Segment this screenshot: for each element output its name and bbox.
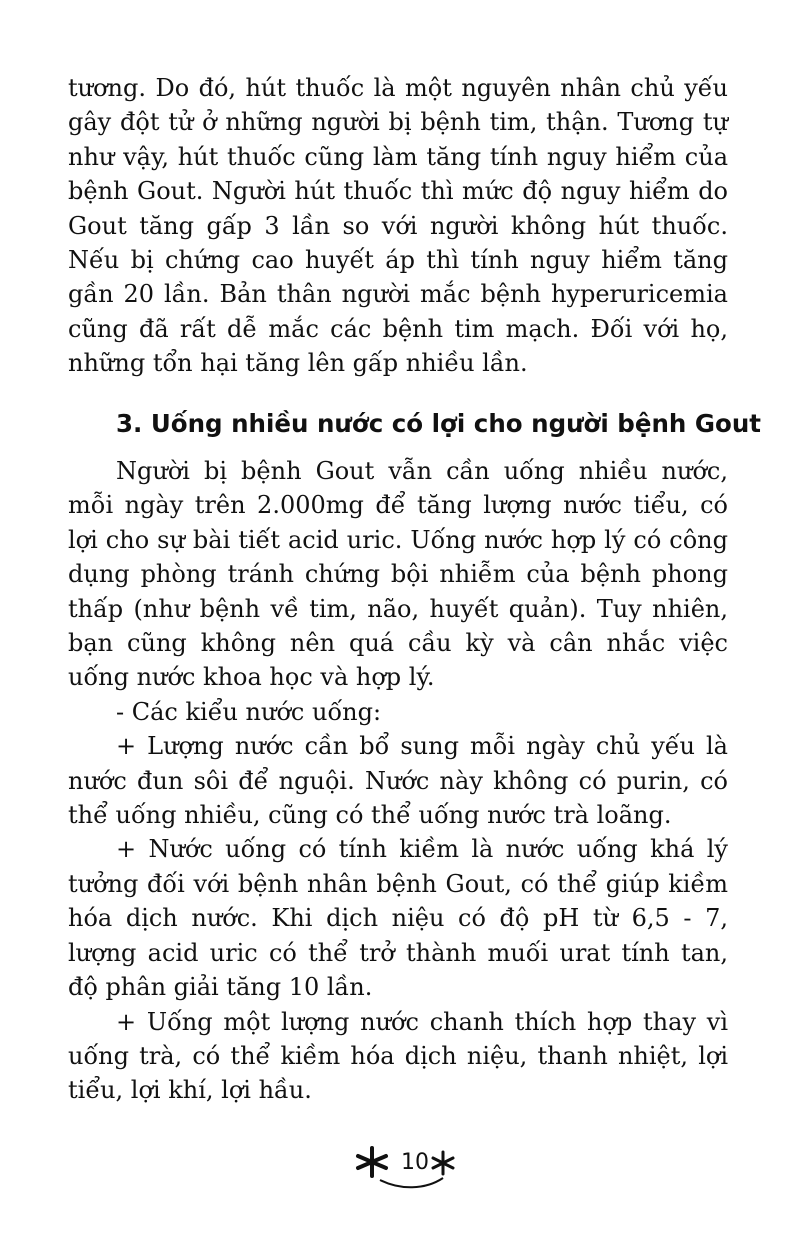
section-heading: 3. Uống nhiều nước có lợi cho người bệnh Gout: [116, 409, 761, 438]
paragraph-boiled-water: + Lượng nước cần bổ sung mỗi ngày chủ yếu là nước đun sôi để nguội. Nước này không có purin, có thể uống nhiều, cũng có thể uống nước trà loãng.: [68, 732, 728, 830]
page-footer: [340, 1138, 470, 1198]
paragraph-water-types-label: - Các kiểu nước uống:: [116, 697, 382, 726]
paragraph-alkaline-water: + Nước uống có tính kiềm là nước uống khá lý tưởng đối với bệnh nhân bệnh Gout, có thể giúp kiềm hóa dịch nước. Khi dịch niệu có độ pH từ 6,5 - 7, lượng acid uric có thể trở thành muối urat tính tan, độ phân giải tăng 10 lần.: [68, 835, 728, 1002]
paragraph-lemon-water: + Uống một lượng nước chanh thích hợp thay vì uống trà, có thể kiềm hóa dịch niệu, thanh nhiệt, lợi tiểu, lợi khí, lợi hầu.: [68, 1007, 728, 1105]
body-text-section-3: [68, 454, 728, 1108]
paragraph-water-intake: Người bị bệnh Gout vẫn cần uống nhiều nước, mỗi ngày trên 2.000mg để tăng lượng nước tiểu, có lợi cho sự bài tiết acid uric. Uống nước hợp lý có công dụng phòng tránh chứng bội nhiễm của bệnh phong thấp (như bệnh về tim, não, huyết quản). Tuy nhiên, bạn cũng không nên quá cầu kỳ và cân nhắc việc uống nước khoa học và hợp lý.: [68, 457, 728, 692]
paragraph-smoking-risk: tương. Do đó, hút thuốc là một nguyên nhân chủ yếu gây đột tử ở những người bị bệnh tim, thận. Tương tự như vậy, hút thuốc cũng làm tăng tính nguy hiểm của bệnh Gout. Người hút thuốc thì mức độ nguy hiểm do Gout tăng gấp 3 lần so với người không hút thuốc. Nếu bị chứng cao huyết áp thì tính nguy hiểm tăng gần 20 lần. Bản thân người mắc bệnh hyperuricemia cũng đã rất dễ mắc các bệnh tim mạch. Đối với họ, những tổn hại tăng lên gấp nhiều lần.: [68, 74, 728, 378]
body-text-top: [68, 71, 728, 381]
swash-underline-icon: [380, 1178, 443, 1187]
asterisk-left-icon: [358, 1148, 386, 1176]
page-number: 10: [401, 1150, 429, 1175]
asterisk-right-icon: [433, 1152, 453, 1174]
